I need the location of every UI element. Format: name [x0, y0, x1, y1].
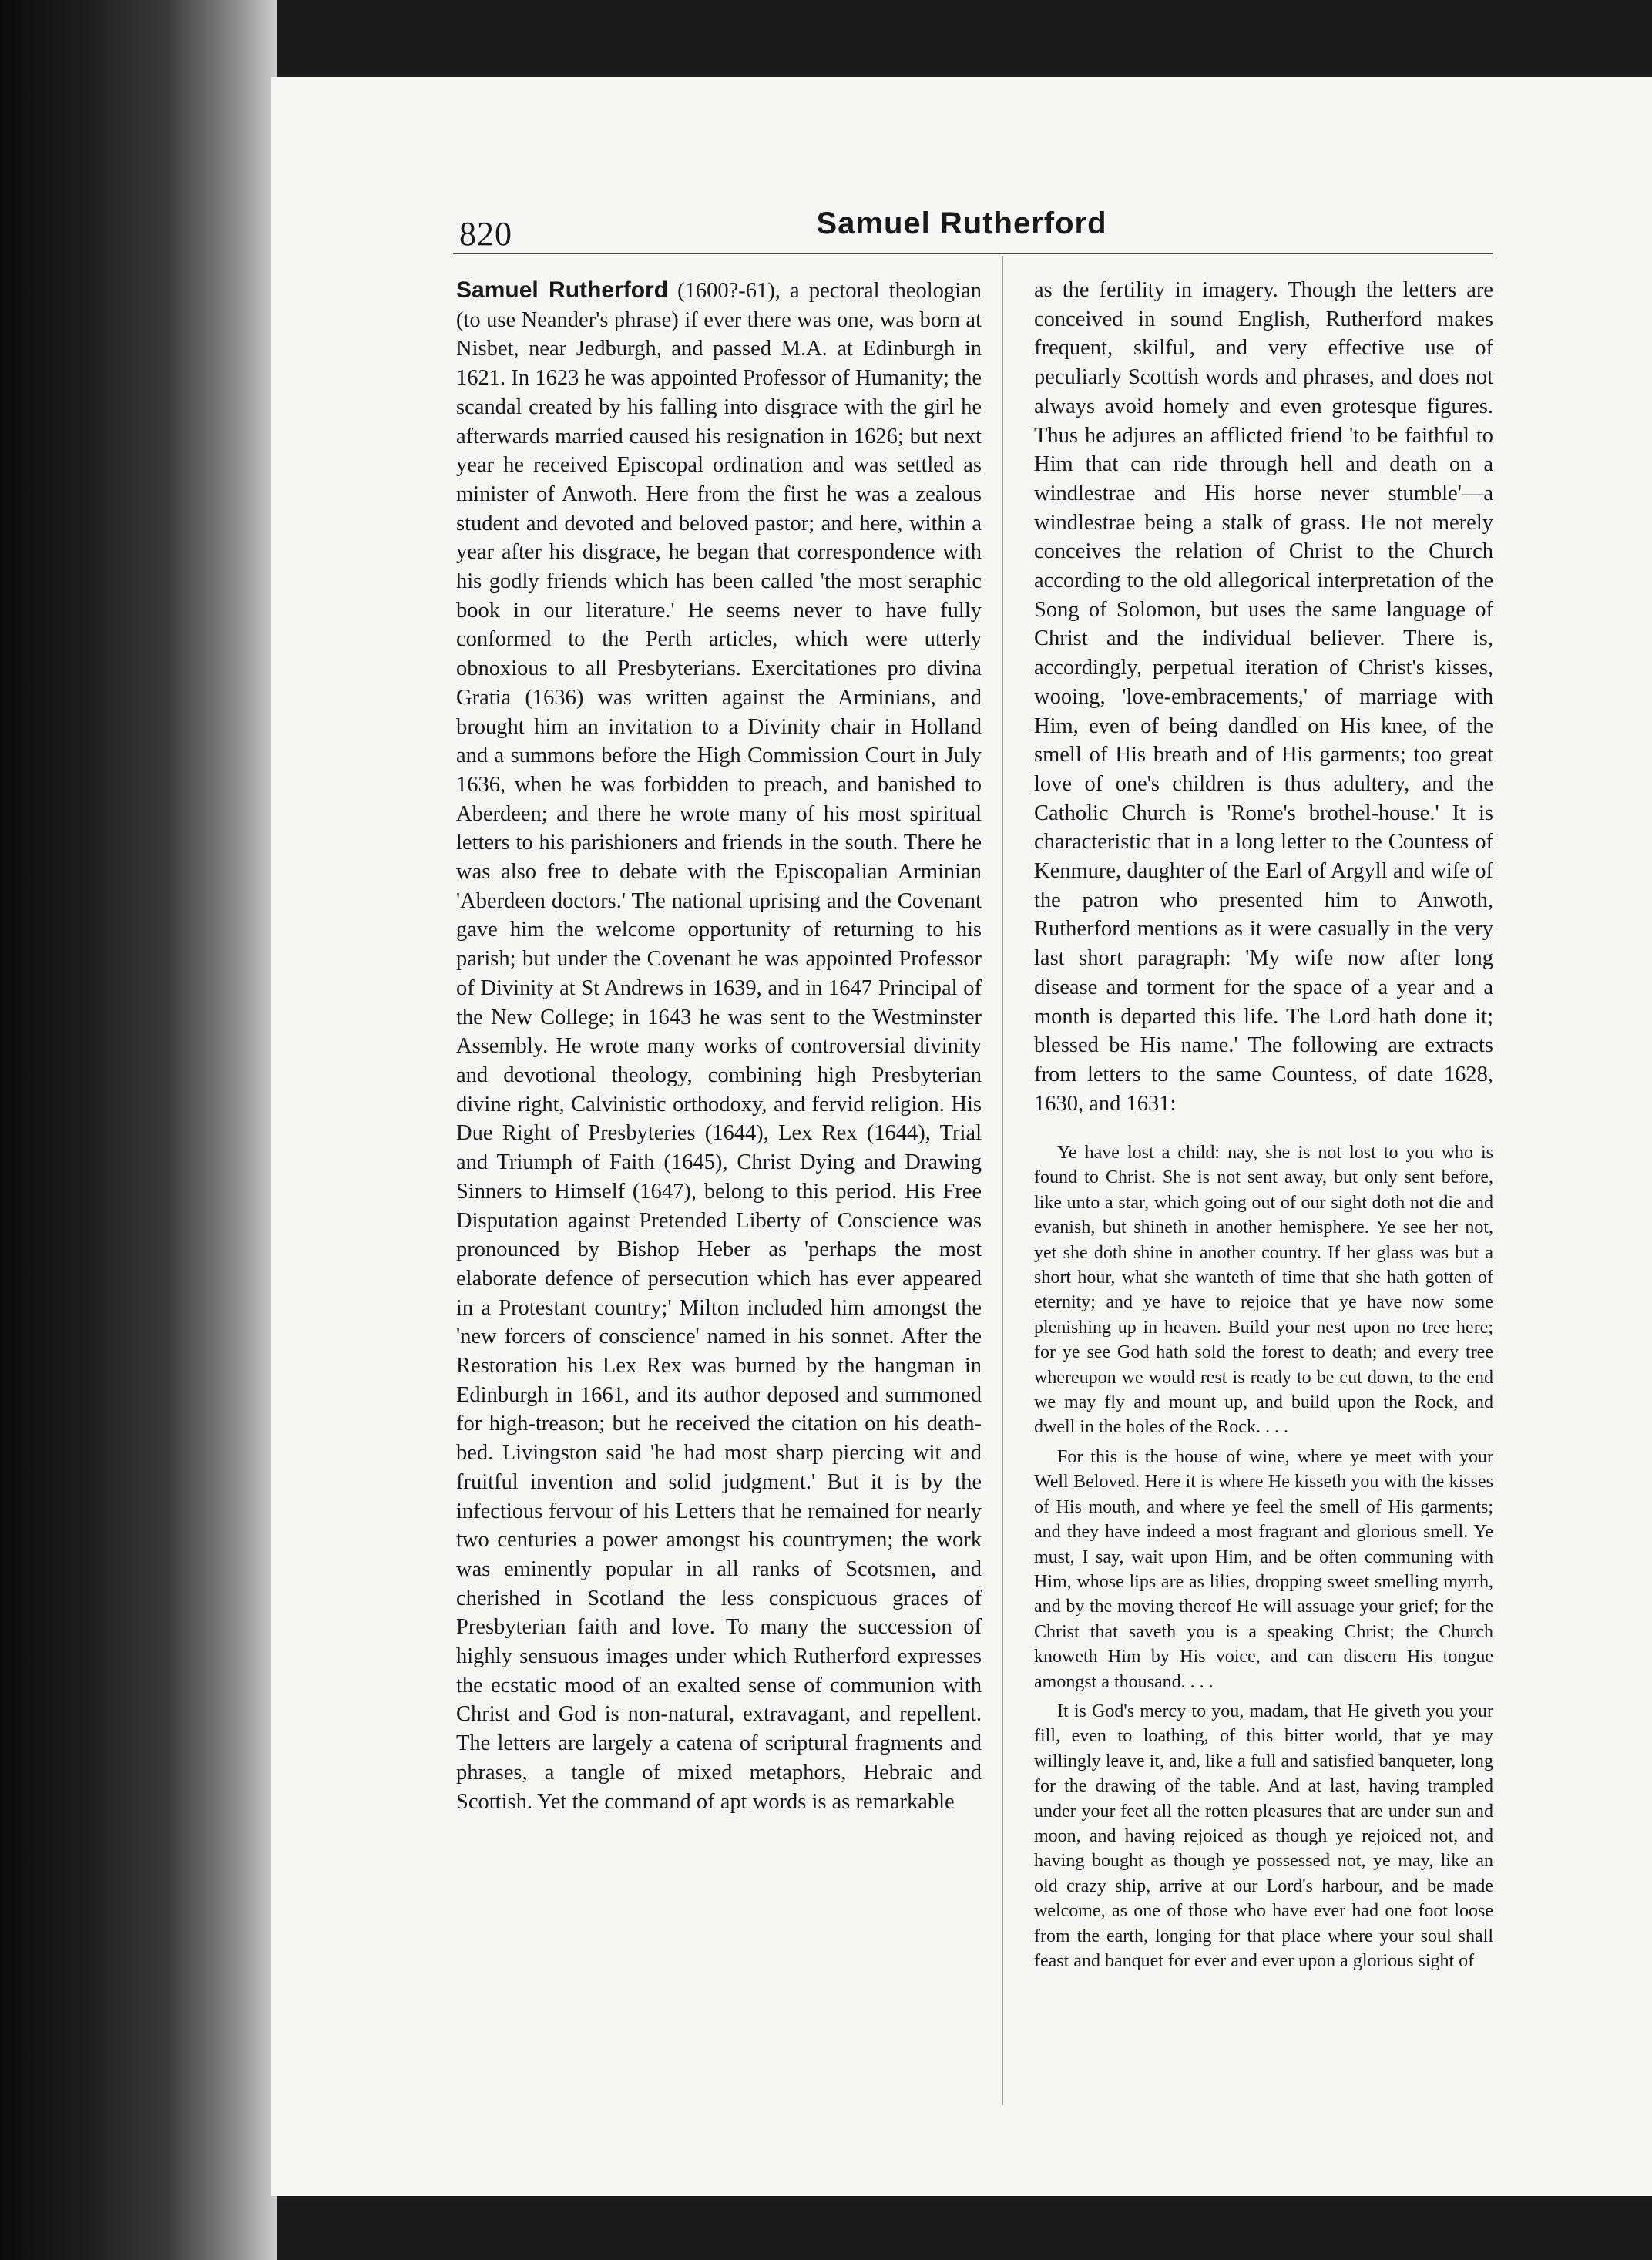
book-page: [271, 77, 1652, 2196]
entry-body-right: as the fertility in imagery. Though the letters are conceived in sound English, Rutherford makes frequent, skilful, and very effective use of peculiarly Scottish words and phrases, and does not always avoid homely and even grotesque figures. Thus he adjures an afflicted friend 'to be faithful to Him that can ride through hell and death on a windlestrae and His horse never stumble'—a windlestrae being a stalk of grass. He not merely conceives the relation of Christ to the Church according to the old allegorical interpretation of the Song of Solomon, but uses the same language of Christ and the individual believer. There is, accordingly, perpetual iteration of Christ's kisses, wooing, 'love-embracements,' of marriage with Him, even of being dandled on His knee, of the smell of His breath and of His garments; too great love of one's children is thus adultery, and the Catholic Church is 'Rome's brothel-house.' It is characteristic that in a long letter to the Countess of Kenmure, daughter of the Earl of Argyll and wife of the patron who presented him to Anwoth, Rutherford mentions as it were casually in the very last short paragraph: 'My wife now after long disease and torment for the space of a year and a month is departed this life. The Lord hath done it; blessed be His name.' The following are extracts from letters to the same Countess, of date 1628, 1630, and 1631:: [1034, 278, 1493, 1116]
page-number: 820: [459, 215, 512, 253]
quote-paragraph: Ye have lost a child: nay, she is not lost to you who is found to Christ. She is not sent away, but only sent before, like unto a star, which going out of our sight doth not die and evanish, but shineth in another hemisphere. Ye see her not, yet she doth shine in another country. If her glass was but a short hour, what she wanteth of time that she hath gotten of eternity; and ye have to rejoice that ye have now some plenishing up in heaven. Build your nest upon no tree here; for ye see God hath sold the forest to death; and every tree whereupon we would rest is ready to be cut down, to the end we may fly and mount up, and build upon the Rock, and dwell in the holes of the Rock. . . .: [1034, 1143, 1493, 1438]
quoted-letters: [1034, 1140, 1493, 1978]
running-head: Samuel Rutherford: [816, 207, 1107, 240]
entry-paragraph: [456, 276, 982, 1816]
column-divider: [1002, 256, 1003, 2105]
scan-edge: [0, 0, 277, 2260]
left-column: [456, 276, 982, 1816]
header-rule: [453, 253, 1493, 254]
entry-heading: Samuel Rutherford: [456, 277, 669, 303]
quote-paragraph: For this is the house of wine, where ye meet with your Well Beloved. Here it is where He kisseth you with the kisses of His mouth, and where ye feel the smell of His garments; and they have indeed a most fragrant and glorious smell. Ye must, I say, wait upon Him, and be often communing with Him, whose lips are as lilies, dropping sweet smelling myrrh, and by the moving thereof He will assuage your grief; for the Christ that saveth you is a speaking Christ; the Church knoweth Him by His voice, and can discern His tongue amongst a thousand. . . .: [1034, 1446, 1493, 1692]
quote-paragraph: It is God's mercy to you, madam, that He giveth you your fill, even to loathing, of this bitter world, that ye may willingly leave it, and, like a full and satisfied banqueter, long for the drawing of the table. And at last, having trampled under your feet all the rotten pleasures that are under sun and moon, and having rejoiced as though ye rejoiced not, and having bought as though ye possessed not, ye may, like an old crazy ship, arrive at our Lord's harbour, and be made welcome, as one of those who have ever had one foot loose from the earth, longing for that place where your soul shall feast and banquet for ever and ever upon a glorious sight of: [1034, 1701, 1493, 1971]
entry-body-left: (1600?-61), a pectoral theologian (to use Neander's phrase) if ever there was one, was born at Nisbet, near Jedburgh, and passed M.A. at Edinburgh in 1621. In 1623 he was appointed Professor of Humanity; the scandal created by his falling into disgrace with the girl he afterwards married caused his resignation in 1626; but next year he received Episcopal ordination and was settled as minister of Anwoth. Here from the first he was a zealous student and devoted and beloved pastor; and here, within a year after his disgrace, he began that correspondence with his godly friends which has been called 'the most seraphic book in our literature.' He seems never to have fully conformed to the Perth articles, which were utterly obnoxious to all Presbyterians. Exercitationes pro divina Gratia (1636) was written against the Arminians, and brought him an invitation to a Divinity chair in Holland and a summons before the High Commission Court in July 1636, when he was forbidden to preach, and banished to Aberdeen; and there he wrote many of his most spiritual letters to his parishioners and friends in the south. There he was also free to debate with the Episcopalian Arminian 'Aberdeen doctors.' The national uprising and the Covenant gave him the welcome opportunity of returning to his parish; but under the Covenant he was appointed Professor of Divinity at St Andrews in 1639, and in 1647 Principal of the New College; in 1643 he was sent to the Westminster Assembly. He wrote many works of controversial divinity and devotional theology, combining high Presbyterian divine right, Calvinistic orthodoxy, and fervid religion. His Due Right of Presbyteries (1644), Lex Rex (1644), Trial and Triumph of Faith (1645), Christ Dying and Drawing Sinners to Himself (1647), belong to this period. His Free Disputation against Pretended Liberty of Conscience was pronounced by Bishop Heber as 'perhaps the most elaborate defence of persecution which has ever appeared in a Protestant country;' Milton included him amongst the 'new forcers of conscience' named in his sonnet. After the Restoration his Lex Rex was burned by the hangman in Edinburgh in 1661, and its author deposed and summoned for high-treason; but he received the citation on his death-bed. Livingston said 'he had most sharp piercing wit and fruitful invention and solid judgment.' But it is by the infectious fervour of his Letters that he remained for nearly two centuries a power amongst his countrymen; the work was eminently popular in all ranks of Scotsmen, and cherished in Scotland the less conspicuous graces of Presbyterian faith and love. To many the succession of highly sensuous images under which Rutherford expresses the ecstatic mood of an exalted sense of communion with Christ and God is non-natural, extravagant, and repellent. The letters are largely a catena of scriptural fragments and phrases, a tangle of mixed metaphors, Hebraic and Scottish. Yet the command of apt words is as remarkable: [456, 279, 982, 1814]
right-column: [1034, 276, 1493, 1118]
